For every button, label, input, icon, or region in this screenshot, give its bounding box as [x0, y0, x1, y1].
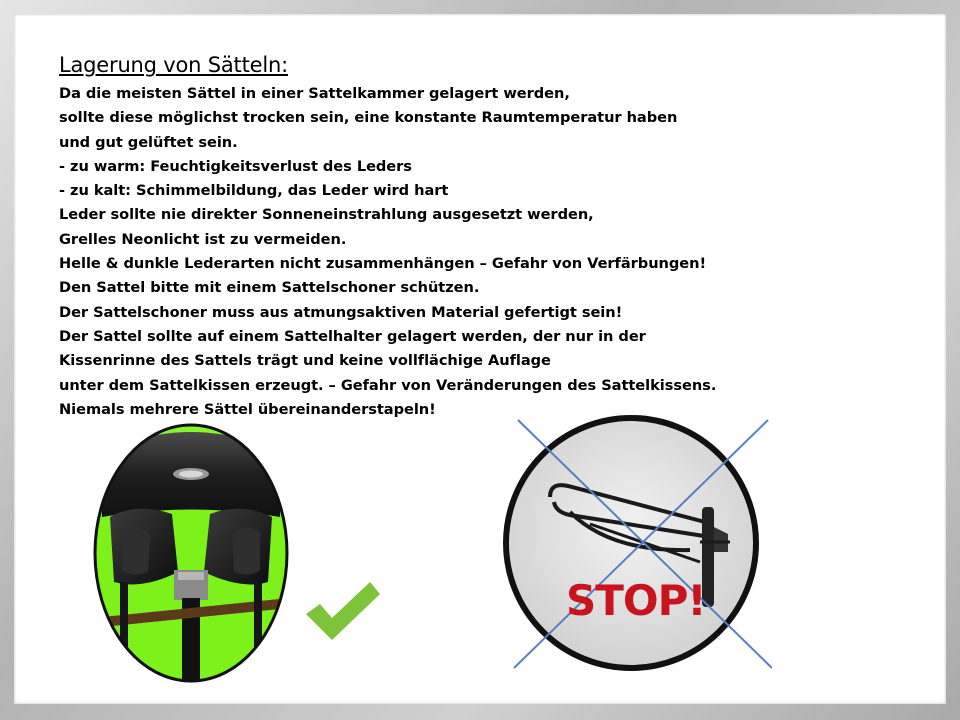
text-line: Leder sollte nie direkter Sonneneinstrahlung ausgesetzt werden, [59, 206, 594, 224]
checkmark-icon [300, 576, 380, 646]
slide-title: Lagerung von Sätteln: [59, 53, 288, 77]
text-line: - zu warm: Feuchtigkeitsverlust des Leders [59, 157, 412, 175]
text-line: Der Sattel sollte auf einem Sattelhalter gelagert werden, der nur in der [59, 327, 646, 345]
text-block [59, 52, 799, 422]
text-line: Grelles Neonlicht ist zu vermeiden. [59, 230, 347, 248]
stop-label: STOP! [566, 576, 706, 625]
wall-saddle-rack-photo [490, 402, 772, 684]
text-line: unter dem Sattelkissen erzeugt. – Gefahr von Veränderungen des Sattelkissens. [59, 376, 717, 394]
text-line: Da die meisten Sättel in einer Sattelkammer gelagert werden, [59, 85, 570, 102]
saddle-on-rack-photo [92, 422, 290, 684]
text-line: Der Sattelschoner muss aus atmungsaktiven Material gefertigt sein! [59, 303, 623, 321]
text-line: Niemals mehrere Sättel übereinanderstapeln! [59, 400, 436, 418]
text-line: Kissenrinne des Sattels trägt und keine vollflächige Auflage [59, 352, 551, 370]
text-line: - zu kalt: Schimmelbildung, das Leder wird hart [59, 182, 449, 200]
text-line: Helle & dunkle Lederarten nicht zusammenhängen – Gefahr von Verfärbungen! [59, 255, 707, 273]
text-line: Den Sattel bitte mit einem Sattelschoner schützen. [59, 279, 480, 297]
text-line: und gut gelüftet sein. [59, 133, 238, 151]
text-line: sollte diese möglichst trocken sein, eine konstante Raumtemperatur haben [59, 109, 678, 127]
